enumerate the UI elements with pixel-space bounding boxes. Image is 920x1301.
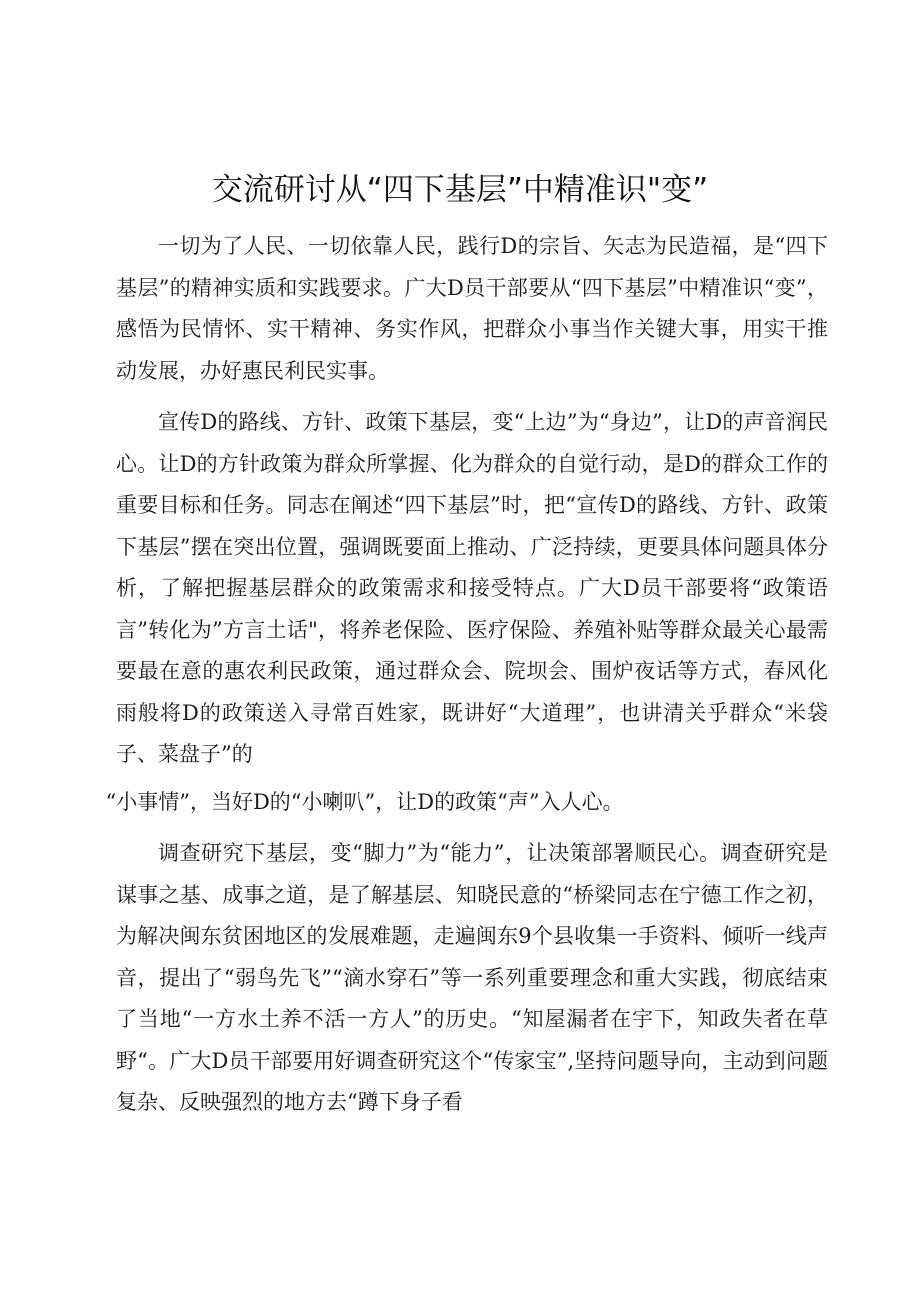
document-body xyxy=(105,226,828,1134)
paragraph-publicity-continued: “小事情”，当好D的“小喇叭”，让D的政策“声”入人心。 xyxy=(105,789,624,814)
paragraph-investigation: 调查研究下基层，变“脚力”为“能力”，让决策部署顺民心。调查研究是谋事之基、成事之道，是了解基层、知晓民意的“桥梁同志在宁德工作之初，为解决闽东贫困地区的发展难题，走遍闽东9个县收集一手资料、倾听一线声音，提出了“弱鸟先飞”“滴水穿石”等一系列重要理念和重大实践，彻底结束了当地“一方水土养不活一方人”的历史。“知屋漏者在宇下，知政失者在草野“。广大D员干部要用好调查研究这个“传家宝”,坚持问题导向，主动到问题复杂、反映强烈的地方去“蹲下身子看 xyxy=(116,841,828,1114)
paragraph-publicity: 宣传D的路线、方针、政策下基层，变“上边”为“身边”，让D的声音润民心。让D的方针政策为群众所掌握、化为群众的自觉行动，是D的群众工作的重要目标和任务。同志在阐述“四下基层”时，把“宣传D的路线、方针、政策下基层”摆在突出位置，强调既要面上推动、广泛持续，更要具体问题具体分析，了解把握基层群众的政策需求和接受特点。广大D员干部要将“政策语言”转化为”方言土话"，将养老保险、医疗保险、养殖补贴等群众最关心最需要最在意的惠农利民政策，通过群众会、院坝会、围炉夜话等方式，春风化雨般将D的政策送入寻常百姓家，既讲好“大道理”，也讲清关乎群众“米袋子、菜盘子”的 xyxy=(116,410,828,766)
document-title: 交流研讨从“四下基层”中精准识"变” xyxy=(211,172,709,208)
paragraph-intro: 一切为了人民、一切依靠人民，践行D的宗旨、矢志为民造福，是“四下基层”的精神实质和实践要求。广大D员干部要从“四下基层”中精准识“变”，感悟为民情怀、实干精神、务实作风，把群众小事当作关键大事，用实干推动发展，办好惠民利民实事。 xyxy=(116,234,828,383)
